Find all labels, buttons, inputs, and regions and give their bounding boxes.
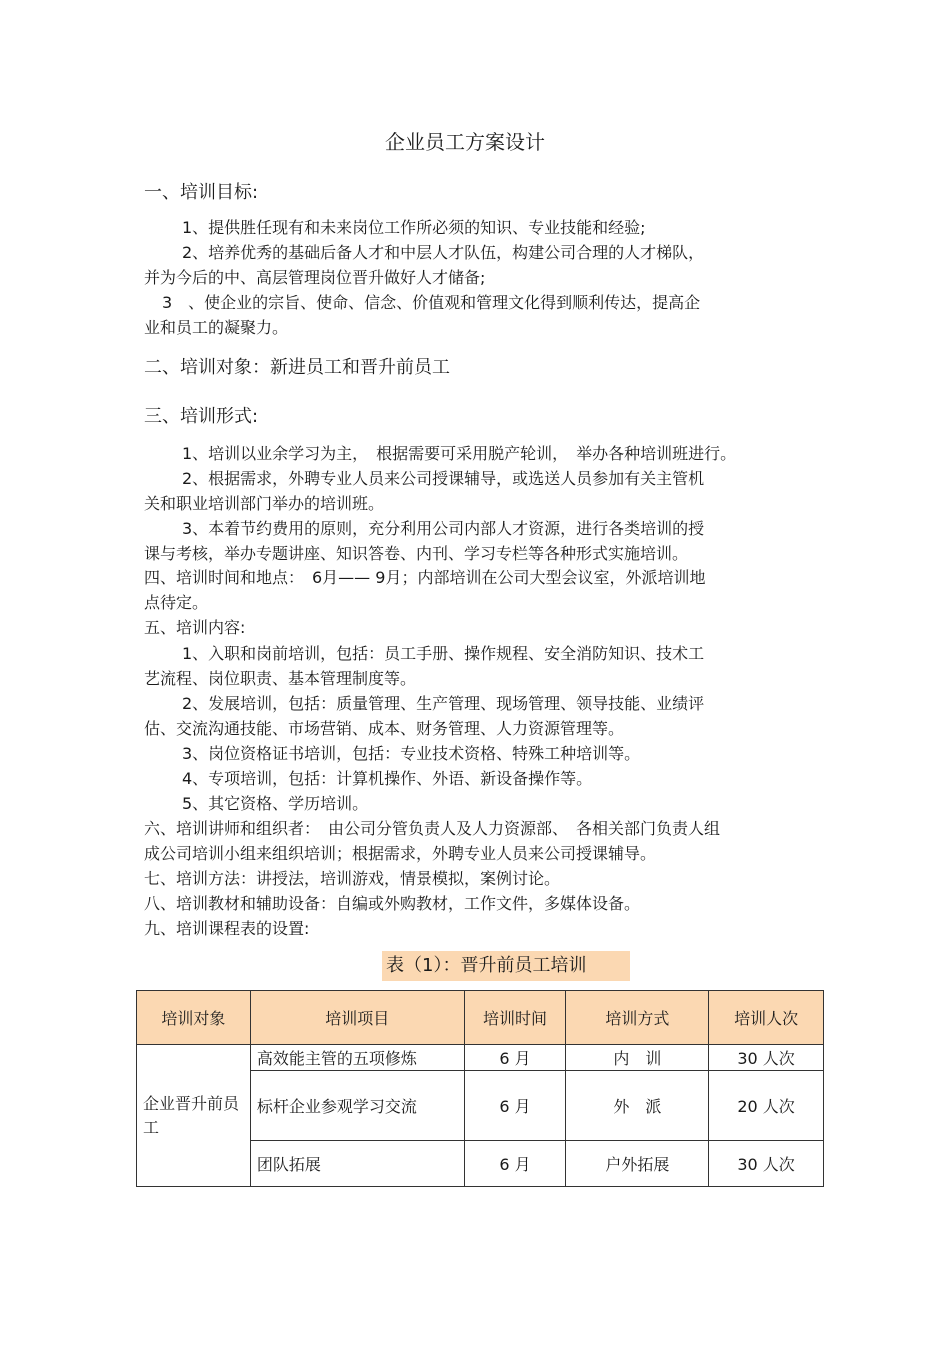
count-cell: 30 人次: [709, 1141, 824, 1187]
section-5-item-1-cont: 艺流程、岗位职责、基本管理制度等。: [144, 669, 417, 688]
training-schedule-table: [136, 990, 824, 1187]
section-1-heading: 一、培训目标:: [144, 182, 259, 203]
section-5-item-2-cont: 估、交流沟通技能、市场营销、成本、财务管理、人力资源管理等。: [144, 719, 625, 738]
section-5-item-5: 5、其它资格、学历培训。: [182, 794, 369, 813]
item-cell: 高效能主管的五项修炼: [250, 1045, 464, 1071]
time-cell: 6 月: [464, 1071, 566, 1141]
section-8: 八、培训教材和辅助设备：自编或外购教材，工作文件，多媒体设备。: [144, 894, 641, 913]
table-caption: 表（1）：晋升前员工培训: [382, 951, 630, 981]
section-7: 七、培训方法：讲授法，培训游戏，情景模拟，案例讨论。: [144, 869, 561, 888]
section-3-item-3-cont: 课与考核，举办专题讲座、知识答卷、内刊、学习专栏等各种形式实施培训。: [144, 544, 689, 563]
section-5-item-4: 4、专项培训，包括：计算机操作、外语、新设备操作等。: [182, 769, 593, 788]
section-1-item-2-cont: 并为今后的中、高层管理岗位晋升做好人才储备;: [144, 268, 486, 287]
section-9: 九、培训课程表的设置:: [144, 919, 310, 938]
section-5-item-3: 3、岗位资格证书培训，包括：专业技术资格、特殊工种培训等。: [182, 744, 641, 763]
section-6-cont: 成公司培训小组来组织培训；根据需求，外聘专业人员来公司授课辅导。: [144, 844, 657, 863]
count-cell: 20 人次: [709, 1071, 824, 1141]
method-cell: 内 训: [566, 1045, 709, 1071]
table-row: [137, 1045, 824, 1071]
time-cell: 6 月: [464, 1045, 566, 1071]
section-1-item-3-cont: 业和员工的凝聚力。: [144, 318, 289, 337]
header-target: 培训对象: [137, 991, 251, 1045]
section-4: 四、培训时间和地点： 6月—— 9月；内部培训在公司大型会议室，外派培训地: [144, 568, 706, 587]
header-item: 培训项目: [250, 991, 464, 1045]
section-2-heading: 二、培训对象：新进员工和晋升前员工: [144, 357, 450, 378]
section-3-item-1: 1、培训以业余学习为主， 根据需要可采用脱产轮训， 举办各种培训班进行。: [182, 444, 737, 463]
section-3-item-3: 3、本着节约费用的原则，充分利用公司内部人才资源，进行各类培训的授: [182, 519, 705, 538]
section-6: 六、培训讲师和组织者： 由公司分管负责人及人力资源部、 各相关部门负责人组: [144, 819, 721, 838]
method-cell: 户外拓展: [566, 1141, 709, 1187]
target-cell: 企业晋升前员工: [137, 1045, 251, 1187]
header-time: 培训时间: [464, 991, 566, 1045]
table-header-row: [137, 991, 824, 1045]
section-5-item-1: 1、入职和岗前培训，包括：员工手册、操作规程、安全消防知识、技术工: [182, 644, 705, 663]
section-1-item-1: 1、提供胜任现有和未来岗位工作所必须的知识、专业技能和经验;: [182, 218, 646, 237]
header-method: 培训方式: [566, 991, 709, 1045]
method-cell: 外 派: [566, 1071, 709, 1141]
time-cell: 6 月: [464, 1141, 566, 1187]
section-1-item-2: 2、培养优秀的基础后备人才和中层人才队伍，构建公司合理的人才梯队，: [182, 243, 705, 262]
section-4-cont: 点待定。: [144, 593, 209, 612]
page-title: 企业员工方案设计: [385, 130, 545, 154]
section-1-item-3: 3 、使企业的宗旨、使命、信念、价值观和管理文化得到顺利传达，提高企: [162, 293, 701, 312]
count-cell: 30 人次: [709, 1045, 824, 1071]
item-cell: 标杆企业参观学习交流: [250, 1071, 464, 1141]
section-3-item-2-cont: 关和职业培训部门举办的培训班。: [144, 494, 385, 513]
section-5-item-2: 2、发展培训，包括：质量管理、生产管理、现场管理、领导技能、业绩评: [182, 694, 705, 713]
header-count: 培训人次: [709, 991, 824, 1045]
item-cell: 团队拓展: [250, 1141, 464, 1187]
section-3-item-2: 2、根据需求，外聘专业人员来公司授课辅导，或选送人员参加有关主管机: [182, 469, 705, 488]
section-3-heading: 三、培训形式:: [144, 406, 259, 427]
section-5-heading: 五、培训内容:: [144, 618, 246, 637]
